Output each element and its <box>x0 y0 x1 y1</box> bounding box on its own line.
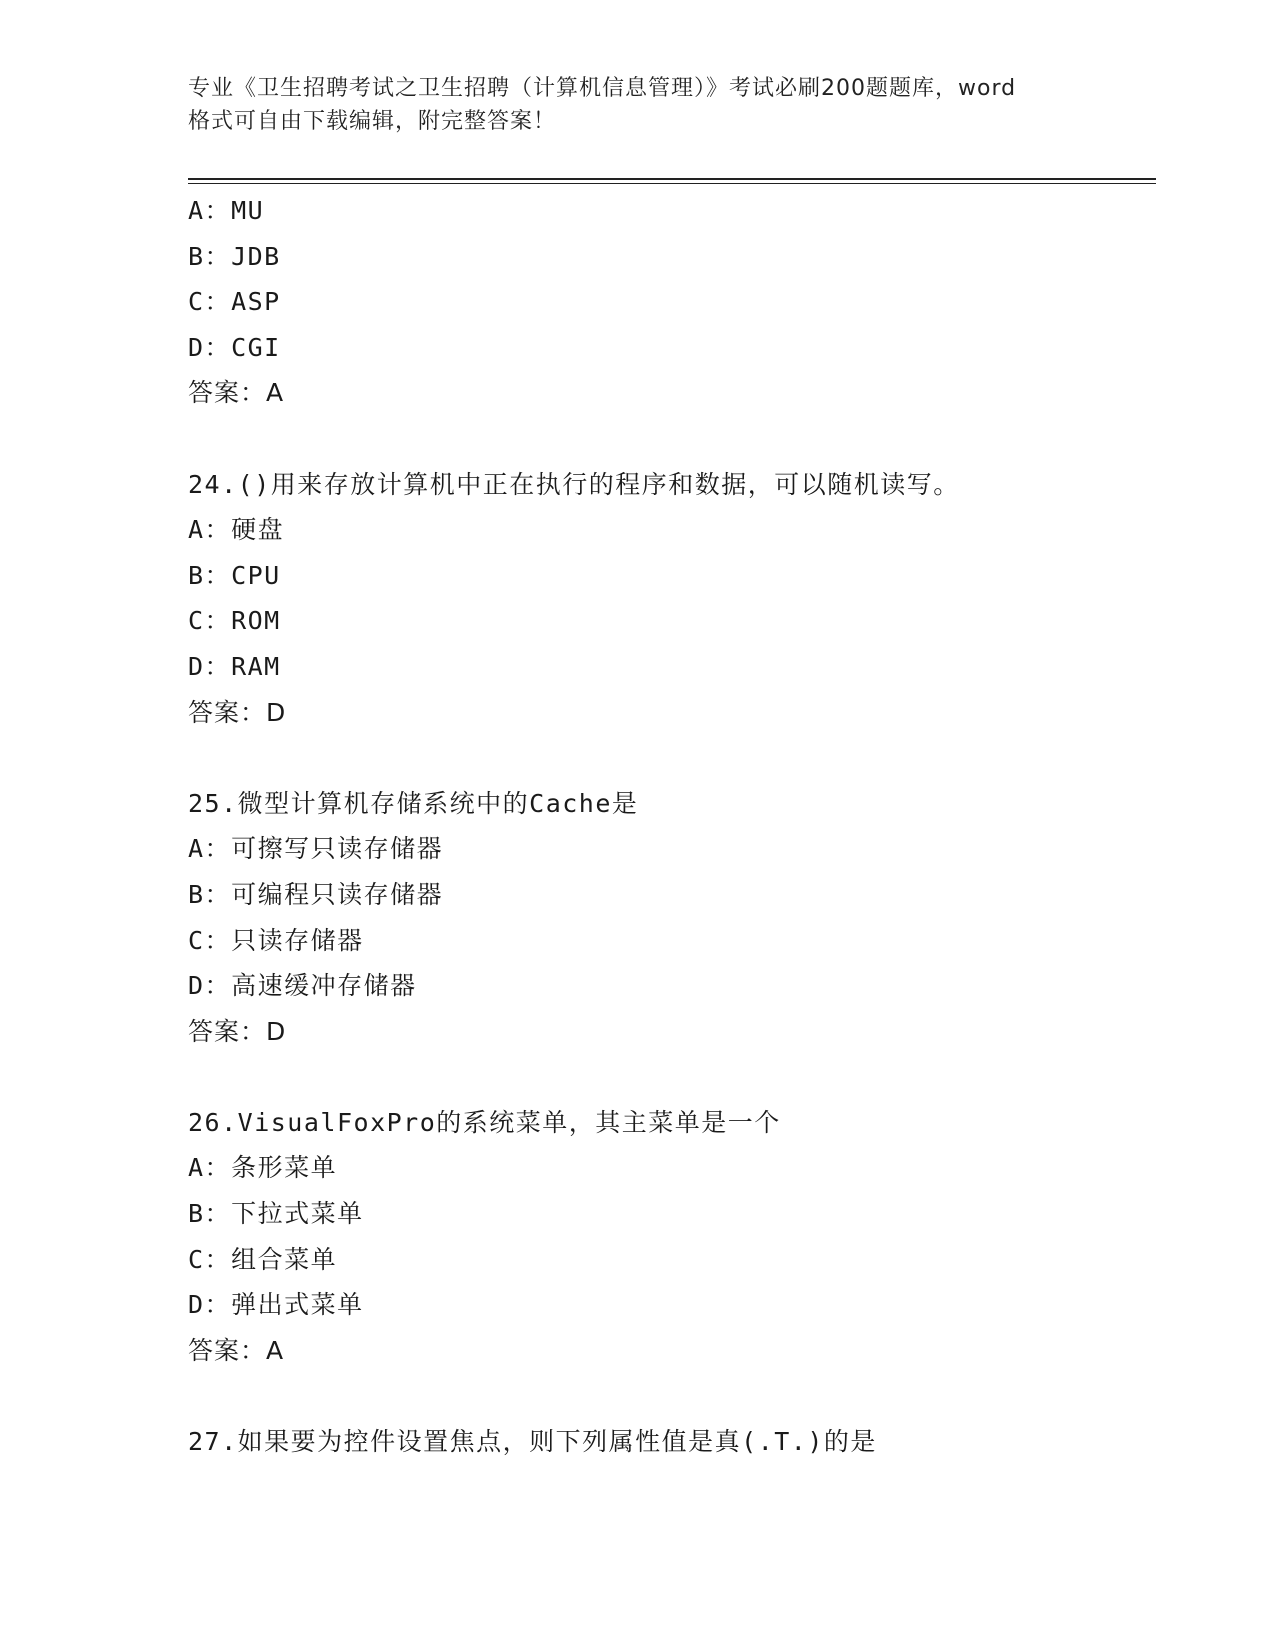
header-line-2: 格式可自由下载编辑，附完整答案！ <box>188 109 557 134</box>
answer-line: 答案：A <box>188 1335 285 1365</box>
header-divider-thin <box>188 183 1156 184</box>
header-divider-thick <box>188 178 1156 180</box>
option-d: D：CGI <box>188 332 281 362</box>
option-a: A：可擦写只读存储器 <box>188 834 444 864</box>
question-stem: 27.如果要为控件设置焦点，则下列属性值是真(.T.)的是 <box>188 1427 877 1457</box>
question-25 <box>188 781 1156 1055</box>
answer-line: 答案：D <box>188 697 287 727</box>
answer-line: 答案：D <box>188 1016 287 1046</box>
question-23-continuation <box>188 188 1156 416</box>
option-d: D：弹出式菜单 <box>188 1290 364 1320</box>
option-b: B：CPU <box>188 560 281 590</box>
option-a: A：MU <box>188 196 265 225</box>
question-27 <box>188 1419 1156 1465</box>
spacer <box>188 735 1156 781</box>
option-a: A：条形菜单 <box>188 1153 338 1183</box>
question-stem: 24.()用来存放计算机中正在执行的程序和数据，可以随机读写。 <box>188 469 960 499</box>
option-b: B：JDB <box>188 241 281 271</box>
option-c: C：ROM <box>188 606 281 636</box>
option-b: B：下拉式菜单 <box>188 1199 364 1229</box>
option-c: C：只读存储器 <box>188 925 364 955</box>
answer-line: 答案：A <box>188 378 285 408</box>
header-line-1: 专业《卫生招聘考试之卫生招聘（计算机信息管理）》考试必刷200题题库，word <box>188 76 1017 101</box>
option-c: C：组合菜单 <box>188 1244 338 1274</box>
question-26 <box>188 1100 1156 1374</box>
document-header <box>188 72 1088 138</box>
option-d: D：RAM <box>188 651 281 681</box>
spacer <box>188 1054 1156 1100</box>
question-stem: 25.微型计算机存储系统中的Cache是 <box>188 788 639 818</box>
spacer <box>188 416 1156 462</box>
spacer <box>188 1373 1156 1419</box>
option-d: D：高速缓冲存储器 <box>188 971 417 1001</box>
question-stem: 26.VisualFoxPro的系统菜单，其主菜单是一个 <box>188 1107 781 1137</box>
option-a: A：硬盘 <box>188 515 285 545</box>
question-24 <box>188 462 1156 736</box>
option-c: C：ASP <box>188 287 281 317</box>
option-b: B：可编程只读存储器 <box>188 879 444 909</box>
question-list <box>188 188 1156 1465</box>
